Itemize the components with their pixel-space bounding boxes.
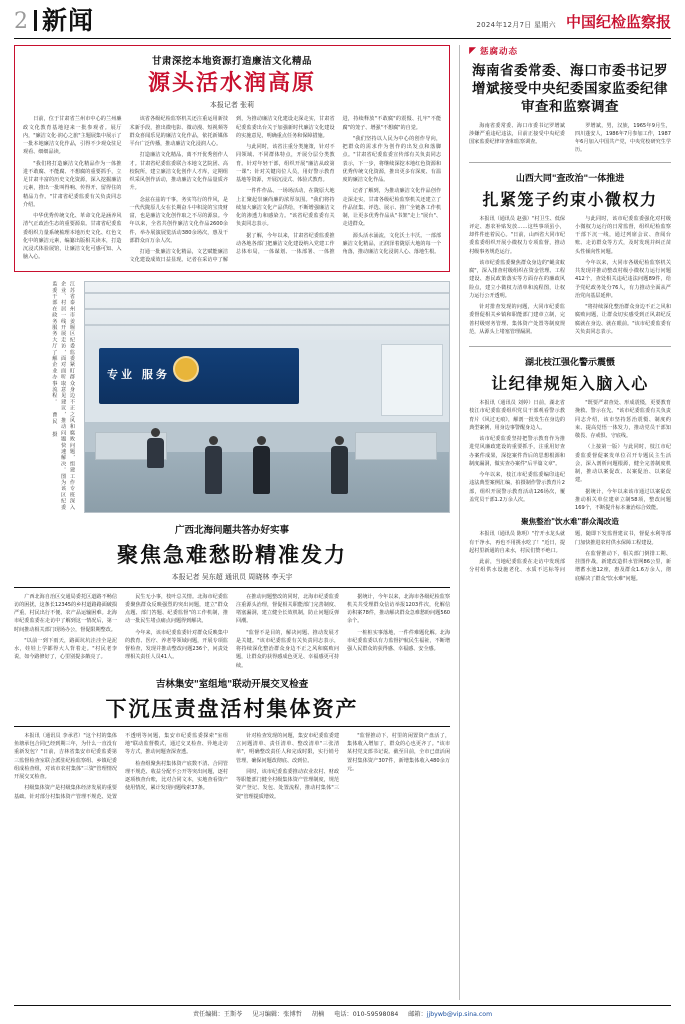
flag-mark-icon: ◤ xyxy=(469,46,476,56)
paragraph: 本报讯（通讯员 陈明）"拧开水龙头就有干净水，再也不用挑水吃了！"近日，提起村里新通的自来水，村民们赞不绝口。 xyxy=(469,531,566,554)
masthead xyxy=(14,0,671,33)
paragraph: 据统计，今年以来该市通过以案促改推动相关单位建章立制58项，整改问题169个，不断提升标本兼治综合效能。 xyxy=(575,488,671,512)
paragraph: 据了解，今年以来，甘肃省纪委监委推动各地各部门把廉洁文化建设纳入党建工作总体布局，一体谋划、一体部署、一体推进，持续释放"不敢腐"的震慑、扎牢"不能腐"的笼子、增强"不想腐"的自觉。 xyxy=(236,116,442,256)
story2-byline: 本报记者 吴东超 通讯员 周晓林 李天宇 xyxy=(171,572,293,581)
page-footer xyxy=(14,1005,671,1018)
paragraph: 念兹在兹的干事，务实笃行的作风，是一代代陇原儿女在长期奋斗中积淀的宝贵财富，也是廉洁文化创作取之不尽的源泉。今年以来，全省共创作廉洁文化作品2600余件，举办展演展览活动380余场次，惠及干部群众百万余人次。 xyxy=(129,196,229,244)
paragraph: "监督不是目的，解决问题、推动发展才是关键。"该市纪委监委有关负责同志表示，将持续深化整治群众身边不正之风和腐败问题，让群众的获得感成色更足、幸福感更可持续。 xyxy=(236,629,340,669)
divider xyxy=(469,346,671,347)
left-column xyxy=(14,45,450,1000)
story3-headline: 下沉压责盘活村集体资产 xyxy=(105,696,359,721)
photo-person xyxy=(331,436,348,494)
right-item3-headline: 让纪律规矩入脑入心 xyxy=(491,374,649,394)
footer-rule xyxy=(14,1005,671,1006)
page-body xyxy=(14,45,671,1000)
lead-byline: 本报记者 张莉 xyxy=(209,101,255,110)
story3-body xyxy=(14,732,450,801)
footer-mail[interactable]: jjbywb@vip.sina.com xyxy=(426,1011,493,1018)
lead-story xyxy=(14,45,450,272)
photo-window xyxy=(381,344,443,416)
signboard-text: 专业 服务 xyxy=(107,367,170,381)
footer-mail-label: 邮箱： xyxy=(408,1011,427,1018)
photo-caption: 江苏省泰州市姜堰区纪委监委紧盯群众身边不正之风和腐败问题，组建工作专班深入企业、村居一线开展走访，面对面听取意见建议，推动问题快速解决。图为该区纪委监委干部在政务服务大厅了解企业办事流程。 曹民 摄 xyxy=(51,280,75,510)
paragraph: 此前，当地纪委监委在走访中发现部分村组供水设施老化、水质不达标等问题，随即下发监督建议书，督促水利等部门加快推进农村供水保障工程建设。 xyxy=(469,531,671,574)
right-item3-body xyxy=(469,399,671,512)
paragraph: 本报讯（通讯员 李承君）"这个村的集体鱼塘承包合同已经到期三年，为什么一直没有重新发包？"日前，吉林省集安市纪委监委第三监督检查室联合派驻纪检监察组、乡镇纪委组成检查组，对该市农村集体"三资"管理情况开展交叉检查。 xyxy=(14,732,118,781)
right-item2-kicker: 山西大同"查改治"一体推进 xyxy=(515,173,625,184)
story2-rule xyxy=(14,587,450,588)
paper-logo: 中国纪检监察报 xyxy=(565,13,671,31)
divider xyxy=(469,162,671,163)
paragraph: 同时，该市纪委监委推动农业农村、财政等职能部门健全村级集体资产管理制度，规范资产登记、发包、处置流程，推动村集体"三资"管理提质增效。 xyxy=(236,768,340,800)
paragraph: 罗增斌，男，汉族，1965年9月生，四川蓬安人，1986年7月参加工作，1987年6月加入中国共产党，中央党校研究生学历。 xyxy=(575,122,671,154)
paragraph: 该市纪委监委坚持把警示教育作为推进党风廉政建设的重要抓手，注重用好查办案件成果，深挖案件背后的思想根源和制度漏洞，做实查办案件"后半篇文章"。 xyxy=(469,436,566,467)
story2-kicker: 广西北海问题共答办好实事 xyxy=(175,524,290,536)
lead-body xyxy=(23,115,441,264)
paragraph: 检查组聚焦村集体资产底数不清、合同管理不规范、收益分配不公开等突出问题，逐村逐项核查台账，比对合同文本，实地查看资产使用情况，累计发现问题线索37条。 xyxy=(125,760,229,792)
news-photo xyxy=(84,281,450,513)
masthead-left xyxy=(14,8,94,33)
ceiling-line xyxy=(85,308,449,310)
photo-person xyxy=(253,436,270,494)
paragraph: 在推动问题整改的同时，北海市纪委监委注重源头治理，督促相关职能部门完善制度、堵塞漏洞，建立健全长效机制，防止问题反弹回潮。 xyxy=(236,593,340,625)
story2-headline: 聚焦急难愁盼精准发力 xyxy=(117,542,348,567)
paragraph: 针对排查发现的问题，大同市纪委监委督促相关乡镇和职能部门建章立制，完善村级财务管理、集体资产处置等制度规范，从源头上堵塞管理漏洞。 xyxy=(469,304,566,335)
section-title: 新闻 xyxy=(34,8,94,33)
masthead-right xyxy=(476,11,671,33)
paragraph: 一件件作品、一场场活动，在陇原大地上汇聚起崇廉尚廉的浓厚氛围。"我们将持续加大廉洁文化产品供给，不断增强廉洁文化的渗透力和感染力。"该省纪委监委有关负责同志表示。 xyxy=(236,188,335,228)
paragraph: 在监督推动下，相关部门倒排工期、挂图作战，新建改造供水管网86公里，新增蓄水池12座，惠及群众1.6万余人，彻底解决了群众"饮水难"问题。 xyxy=(575,550,671,582)
paragraph: 广西北海自治区交通局委托区道路不畅信访的困扰，这条长12345的乡村道路路面破损严重，村民出行不便、农产品运输困难。北海市纪委监委在走访中了解到这一情况后，第一时间推动相关部门现场办公，督促限期整改。 xyxy=(14,593,118,633)
paragraph: "监督推动下，村里的闲置资产盘活了，集体收入增加了，群众的心也更齐了。"该市某村党支部书记说。截至目前，全市已盘活闲置村集体资产307件，新增集体收入480余万元。 xyxy=(347,732,451,772)
paragraph: 与此同时，该市纪委监委强化对村级小微权力运行的日常监督，组织纪检监察干部下沉一线，通过列席会议、查阅台账、走访群众等方式，及时发现并纠正苗头性倾向性问题。 xyxy=(575,215,671,255)
paragraph: "将持续深化整治群众身边不正之风和腐败问题，让群众切实感受到正风肃纪反腐就在身边、就在眼前。"该市纪委监委有关负责同志表示。 xyxy=(575,304,671,335)
ceiling-line xyxy=(85,292,449,294)
footer-layout: 胡楠 xyxy=(311,1011,325,1018)
footer-phone: 电话：010-59598084 xyxy=(334,1011,399,1018)
paragraph: 民生无小事，枝叶总关情。北海市纪委监委聚焦群众反映强烈的突出问题，建立"群众点题、部门答题、纪委监督"的工作机制，推动一批民生堵点痛点问题得到解决。 xyxy=(125,593,229,625)
footer-proof: 见习编辑：张博哲 xyxy=(252,1011,302,1018)
right-column xyxy=(459,45,671,1000)
story2-body xyxy=(14,593,450,670)
police-emblem-icon xyxy=(173,356,199,382)
right-item1-body xyxy=(469,122,671,155)
paragraph: 打造廉洁文化精品，离不开优秀创作人才。甘肃省纪委监委联合本地文艺院团、高校院所，建立廉洁文化创作人才库，定期组织采风创作活动，推动廉洁文化作品量质齐升。 xyxy=(129,152,229,192)
right-item4-kicker: 聚焦整治"饮水难"群众渴改造 xyxy=(521,517,619,527)
photo-desk xyxy=(355,432,437,460)
paragraph: 一桩桩实事落地，一件件难题化解。北海市纪委监委以有力监督护航民生福祉，不断增强人民群众的获得感、幸福感、安全感。 xyxy=(347,629,451,653)
right-item2-headline: 扎紧笼子约束小微权力 xyxy=(482,189,658,209)
paragraph: 今年以来，大同市各级纪检监察机关共发现并推动整改村级小微权力运行问题412个，查处相关违纪违法问题89件，给予党纪政务处分76人，有力推动全面从严治党向基层延伸。 xyxy=(575,259,671,299)
photo-block xyxy=(14,281,450,513)
paragraph: 该市纪委监委聚焦群众身边的"蝇贪蚁腐"，深入排查村级组织在资金管理、工程建设、惠民政策落实等方面存在的廉政风险点，建立小微权力清单和流程图，让权力运行公开透明。 xyxy=(469,259,566,299)
right-item1-headline: 海南省委常委、海口市委书记罗增斌接受中央纪委国家监委纪律审查和监察调查 xyxy=(472,63,669,116)
story3-rule xyxy=(14,726,450,727)
paragraph: "我们将打造廉洁文化精品作为一体推进不敢腐、不能腐、不想腐的重要抓手，立足甘肃丰富的历史文化资源，深入挖掘廉洁元素，推出一批叫得响、传得开、留得住的精品力作。"甘肃省纪委监委有关负责同志介绍。 xyxy=(23,160,122,208)
page-number: 2 xyxy=(14,9,28,34)
paragraph: 今年来，该市纪委监委针对群众反映集中的教育、医疗、养老等领域问题，开展专项监督检查，发现并推动整改问题236个，问责处理相关责任人员41人。 xyxy=(125,629,229,661)
paragraph: "我们坚持以人民为中心的创作导向，把群众的需求作为创作的出发点和落脚点。"甘肃省纪委监委宣传部有关负责同志表示，下一步，将继续深挖本地红色资源和优秀传统文化资源，推出更多有深度、有温度的廉洁文化作品。 xyxy=(342,135,442,184)
footer-editor: 责任编辑：王斯苓 xyxy=(192,1011,243,1018)
paragraph: 本报讯（通讯员 刘婷）日前，湖北省枝江市纪委监委组织党员干部观看警示教育片《风过无痕》，解剖一批发生在身边的典型案例，用身边事警醒身边人。 xyxy=(469,400,566,431)
paragraph: 日前，位于甘肃省兰州市中心的兰州廉政文化教育基地迎来一批参观者。展厅内，"廉洁文化·润心之旅"主题展集中展示了一批本地廉洁文化作品，引得不少观众驻足观看、细细品读。 xyxy=(23,116,122,156)
paragraph: 中华优秀传统文化、革命文化是涵养风清气正政治生态的重要源泉。甘肃省纪委监委组织力量系统梳理本地历史文化、红色文化中的廉洁元素，编纂出版相关读本，打造沉浸式体验展馆，让廉洁文化可感可知、入脑入心。 xyxy=(23,213,122,261)
paragraph: 本报讯（通讯员 赵强）"村卫生、低保评定、惠农补贴发放……这些事项虽小，却件件连着民心。"日前，山西省大同市纪委监委组织开展小微权力专项监督，推动村级事务规范运行。 xyxy=(469,215,566,255)
paragraph: 今年以来，枝江市纪委监委编印违纪违法典型案例汇编，拍摄制作警示教育片2部，组织开展警示教育活动126场次，覆盖党员干部1.2万余人次。 xyxy=(469,472,566,503)
paragraph: 打通一批廉洁文化精品，文艺赋能廉洁文化建设成效日益显现。记者在采访中了解到，为推动廉洁文化建设走深走实，甘肃省纪委监委出台关于加强新时代廉洁文化建设的实施意见，明确重点任务和保障措施。 xyxy=(129,116,335,264)
paragraph: "既要严肃查处、形成震慑，更要教育挽救、警示在先。"该市纪委监委有关负责同志介绍，该市坚持惩治震慑、制度约束、提高觉悟一体发力，推动党员干部知敬畏、存戒惧、守底线。 xyxy=(575,400,671,440)
paragraph: "以前一到下雨天，路面坑坑洼洼全是泥水，娃娃上学都得大人背着走。"村民老李说，如今路修好了，心里别提多敞亮了。 xyxy=(14,637,118,661)
issue-date: 2024年12月7日 星期六 xyxy=(476,21,556,29)
paragraph: 该省各级纪检监察机关还注重运用新技术新手段，推出微电影、微动漫、短视频等群众喜闻乐见的廉洁文化作品，依托新媒体平台广泛传播，推动廉洁文化浸润人心。 xyxy=(129,116,229,148)
paragraph: 记者了解到，为推动廉洁文化作品创作走深走实，甘肃各级纪检监察机关还建立了作品征集、评选、展示、推广全链条工作机制，让更多优秀作品从"书架"走上"展台"、走进群众。 xyxy=(342,188,442,228)
paragraph: 源头活水涌流，文化沃土丰沃。一部部廉洁文化精品，正润泽着陇原大地的每一个角落，推动廉洁文化浸润人心、落地生根。 xyxy=(342,232,442,256)
lead-kicker: 甘肃深挖本地资源打造廉洁文化精品 xyxy=(152,56,313,67)
right-item2-body xyxy=(469,215,671,340)
lead-headline: 源头活水润高原 xyxy=(148,71,317,96)
paragraph: 与此同时，该省注重分类施策，针对不同领域、不同群体特点，开展分层分类教育。针对年轻干部，组织开展"廉洁从政第一课"；针对关键岗位人员，用好警示教育基地等资源，开展沉浸式、体验式教育。 xyxy=(236,144,335,184)
section-flag xyxy=(469,45,671,57)
paragraph: 据统计，今年以来，北海市各级纪检监察机关共受理群众信访举报1203件次，化解信访积案78件，推动解决群众急难愁盼问题560余个。 xyxy=(347,593,451,625)
photo-person-seated xyxy=(147,428,164,468)
masthead-rule xyxy=(14,38,671,39)
right-item3-kicker: 湖北枝江强化警示震慑 xyxy=(525,358,616,369)
paragraph: （上接第一版）与此同时，枝江市纪委监委督促案发单位召开专题民主生活会，深入剖析问题根源，健全完善制度机制，推动以案促改、以案促治、以案促建。 xyxy=(575,444,671,484)
story3-kicker: 吉林集安"室组地"联动开展交叉检查 xyxy=(155,678,309,690)
photo-ceiling xyxy=(85,282,449,340)
ceiling-line xyxy=(85,324,449,326)
photo-signboard xyxy=(99,348,299,404)
photo-person xyxy=(205,436,222,494)
paragraph: 针对检查发现的问题，集安市纪委监委建立问题清单、责任清单、整改清单"三张清单"，明确整改责任人和完成时限，实行销号管理，确保问题改彻底、改到位。 xyxy=(236,732,340,764)
flag-label: 惩腐动态 xyxy=(479,47,518,57)
paragraph: 村级集体资产是村级集体经济发展的重要基础。针对部分村集体资产管理不规范、处置不透明等问题，集安市纪委监委探索"室组地"联动监督模式，通过交叉检查、异地走访等方式，推动问题查深查透。 xyxy=(14,732,229,800)
right-item4-body xyxy=(469,530,671,583)
paragraph: 海南省委常委、海口市委书记罗增斌涉嫌严重违纪违法，目前正接受中央纪委国家监委纪律审查和监察调查。 xyxy=(469,122,566,146)
